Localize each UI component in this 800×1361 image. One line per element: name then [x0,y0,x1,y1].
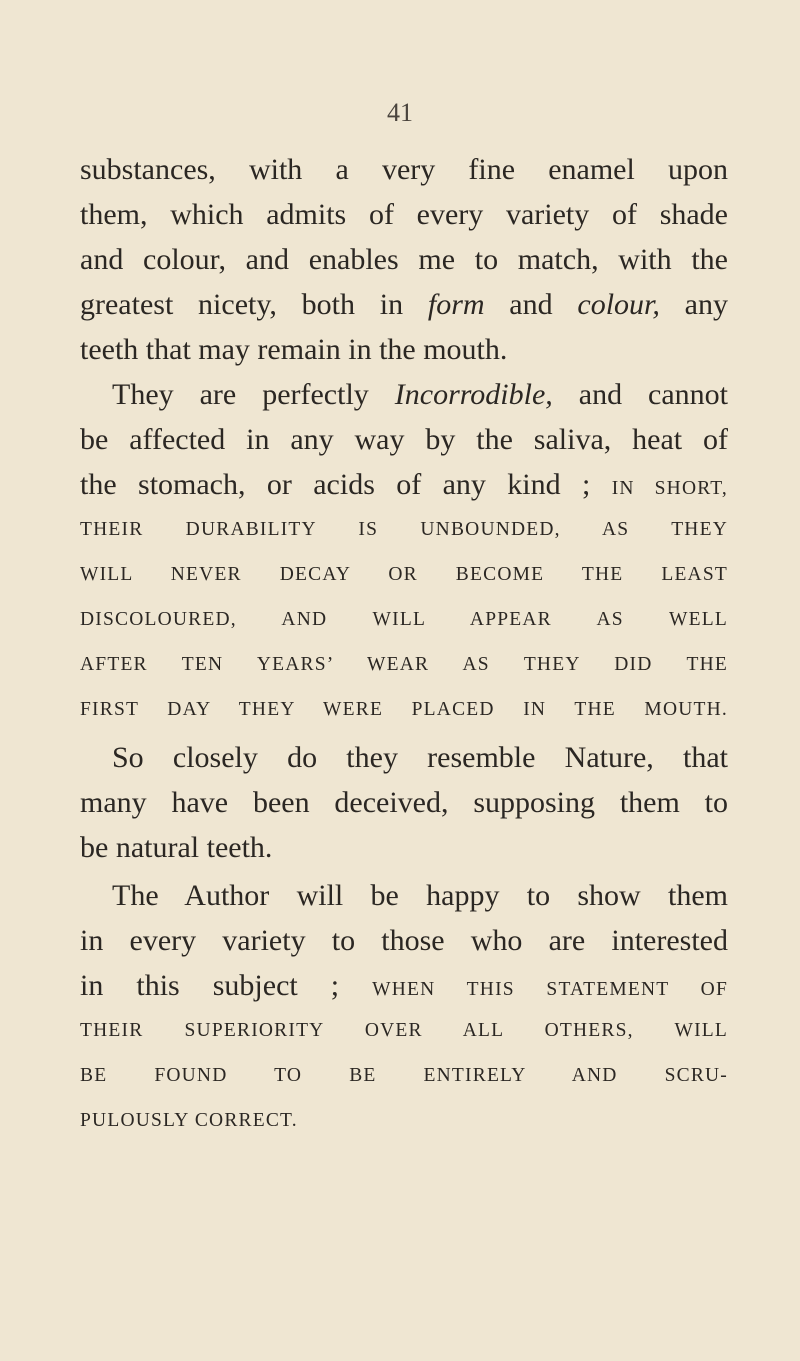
text-line [80,282,728,327]
text-line: teeth that may remain in the mouth. [80,333,508,366]
text-span: the stomach, or acids of any kind ; [80,468,612,501]
text-line: FIRST DAY THEY WERE PLACED IN THE MOUTH. [80,699,728,720]
text-line: be natural teeth. [80,831,273,864]
italic-text: form [427,288,485,321]
text-line: be affected in any way by the saliva, heat of [80,423,728,456]
text-span: greatest nicety, both in [80,288,428,321]
small-caps-text: WHEN THIS STATEMENT OF [372,979,728,1000]
paragraph-3 [80,735,728,870]
text-line: THEIR DURABILITY IS UNBOUNDED, AS THEY [80,519,728,540]
text-line: DISCOLOURED, AND WILL APPEAR AS WELL [80,609,728,630]
text-span: in this subject ; [80,969,373,1002]
text-line [80,963,728,1008]
italic-text: colour, [577,288,660,321]
text-line: THEIR SUPERIORITY OVER ALL OTHERS, WILL [80,1020,728,1041]
text-line: AFTER TEN YEARS’ WEAR AS THEY DID THE [80,654,728,675]
text-span: and [484,288,578,321]
text-span: They are perfectly [112,378,395,411]
text-line: them, which admits of every variety of shade [80,198,728,231]
page-number: 41 [387,98,413,127]
text-line: The Author will be happy to show them [112,879,728,912]
text-line: in every variety to those who are interested [80,924,728,957]
paragraph-2 [80,372,728,732]
text-line: many have been deceived, supposing them to [80,786,728,819]
text-span: any [659,288,728,321]
text-line: substances, with a very fine enamel upon [80,153,728,186]
paragraph-1 [80,147,728,372]
text-line: So closely do they resemble Nature, that [112,741,728,774]
text-line: and colour, and enables me to match, with the [80,243,728,276]
small-caps-text: IN SHORT, [611,478,729,499]
text-line: BE FOUND TO BE ENTIRELY AND SCRU- [80,1065,728,1086]
text-line: WILL NEVER DECAY OR BECOME THE LEAST [80,564,728,585]
body-text [80,147,728,1143]
text-line [80,462,728,507]
italic-text: Incorrodible, [394,378,553,411]
paragraph-4 [80,873,728,1143]
text-line [80,372,728,417]
text-span: and cannot [552,378,729,411]
text-line: PULOUSLY CORRECT. [80,1110,298,1131]
